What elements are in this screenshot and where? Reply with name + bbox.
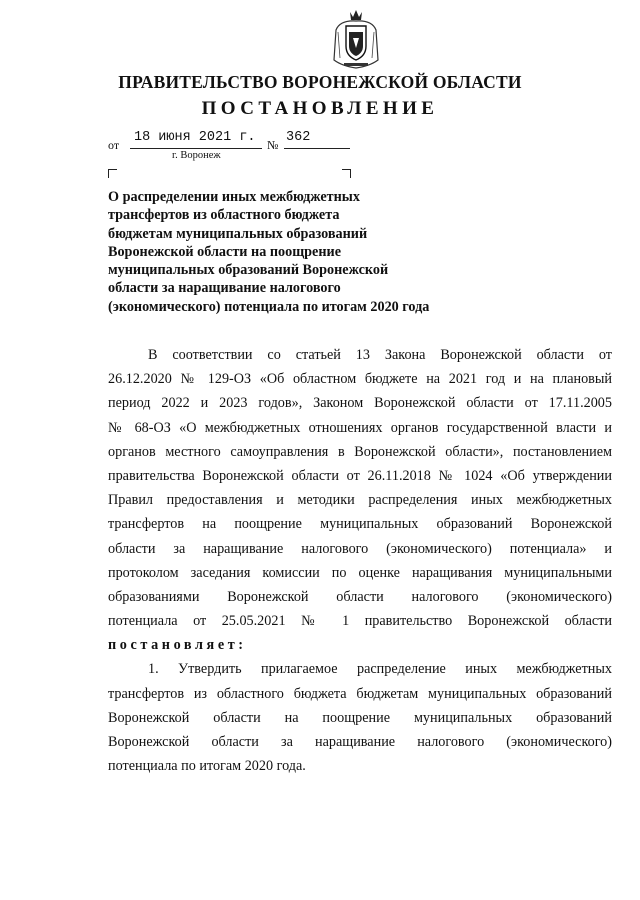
- preamble-line: образованиями Воронежской области налогового (экономического): [108, 588, 612, 605]
- city-label: г. Воронеж: [172, 150, 221, 161]
- resolves-word: постановляет:: [108, 637, 247, 654]
- item-1-line: потенциала по итогам 2020 года.: [108, 758, 306, 775]
- preamble-line: правительства Воронежской области от 26.11.2018 № 1024 «Об утверждении: [108, 467, 612, 484]
- item-1-line: 1. Утвердить прилагаемое распределение иных межбюджетных: [148, 661, 612, 678]
- preamble-line: протоколом заседания комиссии по оценке наращивания муниципальными: [108, 564, 612, 581]
- preamble-line: В соответствии со статьей 13 Закона Воронежской области от: [148, 347, 612, 363]
- document-number: 362: [286, 130, 311, 145]
- subject-line: области за наращивание налогового: [108, 280, 341, 297]
- document-date: 18 июня 2021 г.: [134, 130, 256, 145]
- date-underline: [130, 148, 262, 149]
- preamble-line: области за наращивание налогового (экономического) потенциала» и: [108, 540, 612, 557]
- preamble-line: потенциала от 25.05.2021 № 1 правительство Воронежской области: [108, 613, 612, 630]
- preamble-line: № 68-ОЗ «О межбюджетных отношениях органов государственной власти и: [108, 419, 612, 436]
- subject-line: бюджетам муниципальных образований: [108, 225, 368, 242]
- subject-line: муниципальных образований Воронежской: [108, 262, 389, 279]
- preamble-line: период 2022 и 2023 годов», Законом Воронежской области от 17.11.2005: [108, 395, 612, 412]
- preamble-line: органов местного самоуправления в Воронежской области», постановлением: [108, 443, 612, 460]
- date-number-row: [108, 130, 368, 150]
- coat-of-arms-emblem: [330, 8, 382, 70]
- item-1-line: Воронежской области за наращивание налогового (экономического): [108, 734, 612, 750]
- date-prefix: от: [108, 138, 120, 152]
- preamble-line: 26.12.2020 № 129-ОЗ «Об областном бюджете на 2021 год и на плановый: [108, 371, 612, 388]
- item-1-line: Воронежской области на поощрение муниципальных образований: [108, 709, 612, 726]
- number-underline: [284, 148, 350, 149]
- subject-line: О распределении иных межбюджетных: [108, 189, 360, 205]
- subject-line: трансфертов из областного бюджета: [108, 207, 340, 224]
- subject-line: (экономического) потенциала по итогам 2020 года: [108, 298, 430, 315]
- subject-corner-mark-right: [342, 169, 351, 178]
- subject-line: Воронежской области на поощрение: [108, 243, 342, 260]
- number-prefix: №: [267, 138, 279, 152]
- item-1-line: трансфертов из областного бюджета бюджетам муниципальных образований: [108, 685, 612, 702]
- preamble-line: трансфертов на поощрение муниципальных образований Воронежской: [108, 516, 612, 533]
- document-type-title: ПОСТАНОВЛЕНИЕ: [201, 98, 439, 119]
- document-subject: [108, 188, 468, 316]
- subject-corner-mark-left: [108, 169, 117, 178]
- document-body: [108, 343, 612, 778]
- government-name: ПРАВИТЕЛЬСТВО ВОРОНЕЖСКОЙ ОБЛАСТИ: [118, 72, 522, 92]
- preamble-line: Правил предоставления и методики распределения иных межбюджетных: [108, 492, 612, 509]
